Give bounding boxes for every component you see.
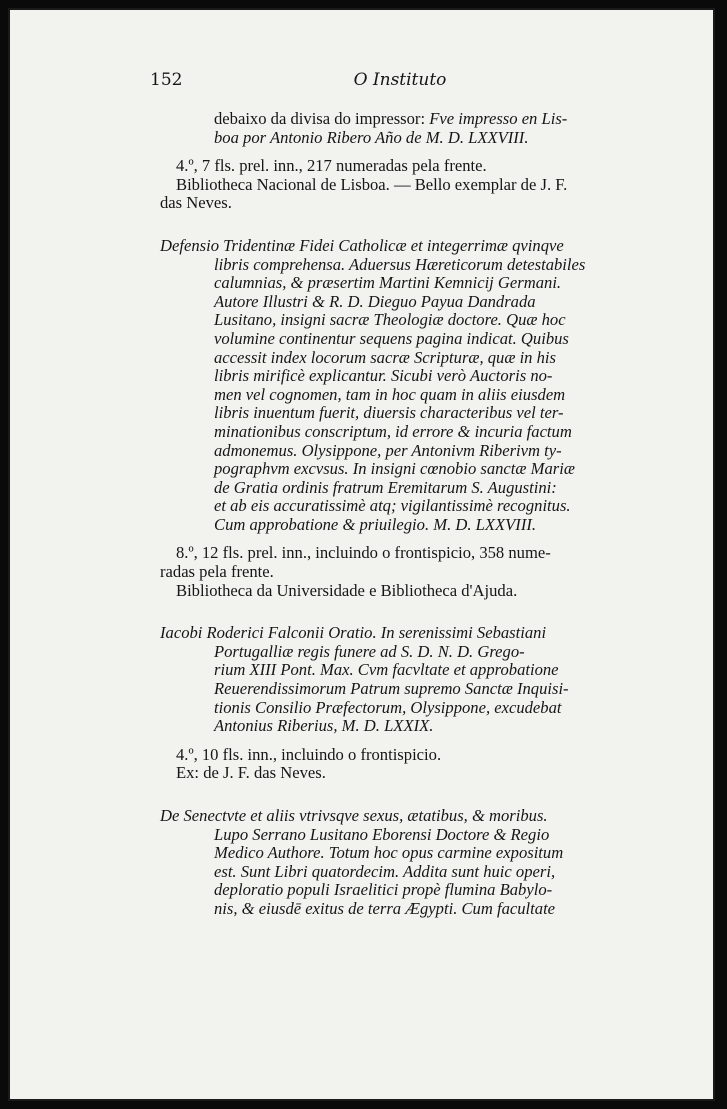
note-line: 4.º, 7 fls. prel. inn., 217 numeradas pela frente. xyxy=(176,156,487,176)
book-page xyxy=(8,8,715,1101)
text-line: nis, & eiusdē exitus de terra Ægypti. Cum facultate xyxy=(214,898,556,918)
text-line: boa por Antonio Ribero Año de M. D. LXXVIII. xyxy=(214,127,529,147)
page-body xyxy=(160,110,628,919)
text-line: Autore Illustri & R. D. Dieguo Payua Dandrada xyxy=(214,291,536,311)
note-line: das Neves. xyxy=(160,193,232,213)
text-line: de Gratia ordinis fratrum Eremitarum S. Augustini: xyxy=(214,477,557,497)
text-line: admonemus. Olysippone, per Antonivm Riberivm ty- xyxy=(214,440,562,460)
text-line: Lusitano, insigni sacræ Theologiæ doctore. Quæ hoc xyxy=(214,310,566,330)
text-line: minationibus conscriptum, id errore & incuria factum xyxy=(214,421,572,441)
note-line: 4.º, 10 fls. inn., incluindo o frontispicio. xyxy=(176,744,442,764)
entry-title-line: Iacobi Roderici Falconii Oratio. In serenissimi Sebastiani xyxy=(160,623,547,643)
entry-title-line: Defensio Tridentinæ Fidei Catholicæ et integerrimæ qvinqve xyxy=(160,235,564,255)
page-number: 152 xyxy=(150,70,183,90)
note-line: Bibliotheca da Universidade e Bibliotheca d'Ajuda. xyxy=(176,580,518,600)
text-line: volumine continentur sequens pagina indicat. Quibus xyxy=(214,328,569,348)
bibliographic-note xyxy=(160,544,628,600)
bibliographic-entry xyxy=(160,624,628,736)
text-line: Antonius Riberius, M. D. LXXIX. xyxy=(214,716,434,736)
entry-title-line: De Senectvte et aliis vtrivsqve sexus, ætatibus, & moribus. xyxy=(160,806,548,825)
note-line: 8.º, 12 fls. prel. inn., incluindo o frontispicio, 358 nume- xyxy=(176,543,551,563)
text-line: Reuerendissimorum Patrum supremo Sanctæ Inquisi- xyxy=(214,679,569,699)
text-line: men vel cognomen, tam in hoc quam in aliis eiusdem xyxy=(214,384,566,404)
text-line: est. Sunt Libri quatordecim. Addita sunt huic operi, xyxy=(214,861,556,881)
text-line: debaixo da divisa do impressor: Fve impresso en Lis- xyxy=(214,109,568,128)
bibliographic-entry xyxy=(160,237,628,535)
text-line: Portugalliæ regis funere ad S. D. N. D. Grego- xyxy=(214,641,525,661)
text-line: Cum approbatione & priuilegio. M. D. LXXVIII. xyxy=(214,514,537,534)
text-line: deploratio populi Israelitici propè flumina Babylo- xyxy=(214,880,553,900)
bibliographic-note xyxy=(160,746,628,783)
running-title: O Instituto xyxy=(353,70,447,90)
page-header xyxy=(150,70,650,94)
text-line: rium XIII Pont. Max. Cvm facvltate et approbatione xyxy=(214,660,559,680)
text-line: Medico Authore. Totum hoc opus carmine expositum xyxy=(214,843,564,863)
continued-title xyxy=(214,110,628,147)
text-line: tionis Consilio Præfectorum, Olysippone, excudebat xyxy=(214,697,562,717)
text-line: Lupo Serrano Lusitano Eborensi Doctore & Regio xyxy=(214,824,550,844)
bibliographic-note xyxy=(160,157,628,213)
bibliographic-entry xyxy=(160,807,628,919)
note-line: radas pela frente. xyxy=(160,562,274,582)
note-line: Ex: de J. F. das Neves. xyxy=(176,763,326,783)
text-line: libris comprehensa. Aduersus Hæreticorum detestabiles xyxy=(214,254,586,274)
text-line: et ab eis accuratissimè atq; vigilantissimè recognitus. xyxy=(214,496,571,516)
text-line: calumnias, & præsertim Martini Kemnicij Germani. xyxy=(214,273,562,293)
text-line: accessit index locorum sacræ Scripturæ, quæ in his xyxy=(214,347,556,367)
text-line: libris inuentum fuerit, diuersis characteribus vel ter- xyxy=(214,403,564,423)
text-line: pographvm excvsus. In insigni cœnobio sanctæ Mariæ xyxy=(214,459,575,479)
text-line: libris mirificè explicantur. Sicubi verò Auctoris no- xyxy=(214,366,553,386)
note-line: Bibliotheca Nacional de Lisboa. — Bello exemplar de J. F. xyxy=(176,174,568,194)
